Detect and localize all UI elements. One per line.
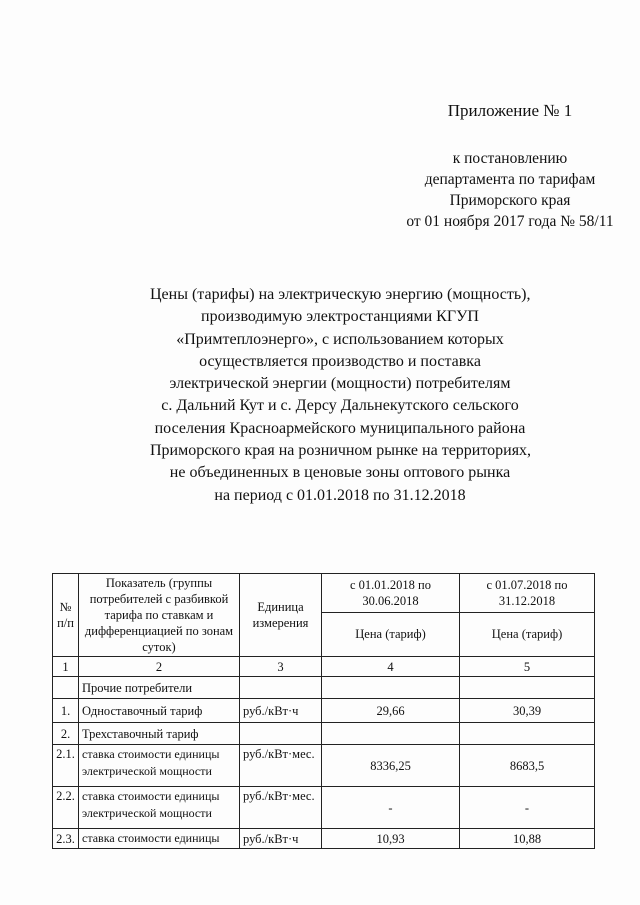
column-number-row <box>53 657 595 677</box>
row-unit: руб./кВт·мес. <box>240 745 322 787</box>
row-name: ставка стоимости единицы электрической мощности <box>79 787 240 829</box>
row-value-2 <box>460 677 595 699</box>
approval-line: к постановлению <box>452 150 568 167</box>
header-price-1: Цена (тариф) <box>322 612 460 656</box>
header-indicator: Показатель (группы потребителей с разбивкой тарифа по ставкам и дифференциацией по зонам суток) <box>79 574 240 657</box>
tariff-table <box>52 573 595 849</box>
approval-reference <box>400 148 620 232</box>
row-value-1 <box>322 723 460 745</box>
row-value-2: 30,39 <box>460 699 595 723</box>
title-line: «Примтеплоэнерго», с использованием которых <box>176 330 504 348</box>
approval-line: департамента по тарифам <box>424 171 596 188</box>
table-row <box>53 699 595 723</box>
row-unit: руб./кВт·ч <box>240 699 322 723</box>
title-line: производимую электростанциями КГУП <box>201 308 479 326</box>
row-unit: руб./кВт·мес. <box>240 787 322 829</box>
table-row <box>53 677 595 699</box>
appendix-label: Приложение № 1 <box>447 101 573 120</box>
title-line: на период с 01.01.2018 по 31.12.2018 <box>214 486 466 504</box>
title-line: поселения Красноармейского муниципального района <box>154 419 526 437</box>
row-num: 1. <box>53 699 79 723</box>
title-line: осуществляется производство и поставка <box>199 352 481 370</box>
row-value-1: 8336,25 <box>322 745 460 787</box>
title-line: не объединенных в ценовые зоны оптового рынка <box>169 464 511 482</box>
row-name: ставка стоимости единицы <box>79 829 240 849</box>
approval-line: Приморского края <box>449 192 571 209</box>
row-value-2 <box>460 723 595 745</box>
table-row <box>53 787 595 829</box>
table-row <box>53 745 595 787</box>
title-line: электрической энергии (мощности) потребителям <box>169 375 511 393</box>
title-line: Цены (тарифы) на электрическую энергию (мощность), <box>150 286 531 303</box>
row-num: 2.2. <box>53 787 79 829</box>
row-value-1: 29,66 <box>322 699 460 723</box>
table-row <box>53 723 595 745</box>
row-num <box>53 677 79 699</box>
row-unit <box>240 723 322 745</box>
table-row <box>53 829 595 849</box>
row-num: 2.1. <box>53 745 79 787</box>
header-price-2: Цена (тариф) <box>460 612 595 656</box>
row-name: Прочие потребители <box>79 677 240 699</box>
column-number: 4 <box>322 657 460 677</box>
row-value-2: - <box>460 787 595 829</box>
title-line: с. Дальний Кут и с. Дерсу Дальнекутского сельского <box>161 397 519 415</box>
row-value-1: - <box>322 787 460 829</box>
row-name: Трехставочный тариф <box>79 723 240 745</box>
row-value-1 <box>322 677 460 699</box>
row-unit <box>240 677 322 699</box>
row-value-2: 10,88 <box>460 829 595 849</box>
row-name: ставка стоимости единицы электрической мощности <box>79 745 240 787</box>
header-num: № п/п <box>53 574 79 657</box>
column-number: 2 <box>79 657 240 677</box>
row-value-2: 8683,5 <box>460 745 595 787</box>
row-num: 2.3. <box>53 829 79 849</box>
column-number: 1 <box>53 657 79 677</box>
document-title <box>150 284 530 507</box>
approval-line: от 01 ноября 2017 года № 58/11 <box>406 213 614 230</box>
row-num: 2. <box>53 723 79 745</box>
header-unit: Единица измерения <box>240 574 322 657</box>
row-name: Одноставочный тариф <box>79 699 240 723</box>
column-number: 5 <box>460 657 595 677</box>
row-value-1: 10,93 <box>322 829 460 849</box>
row-unit: руб./кВт·ч <box>240 829 322 849</box>
header-period-2: с 01.07.2018 по 31.12.2018 <box>460 574 595 613</box>
column-number: 3 <box>240 657 322 677</box>
header-period-1: с 01.01.2018 по 30.06.2018 <box>322 574 460 613</box>
title-line: Приморского края на розничном рынке на территориях, <box>150 442 532 460</box>
